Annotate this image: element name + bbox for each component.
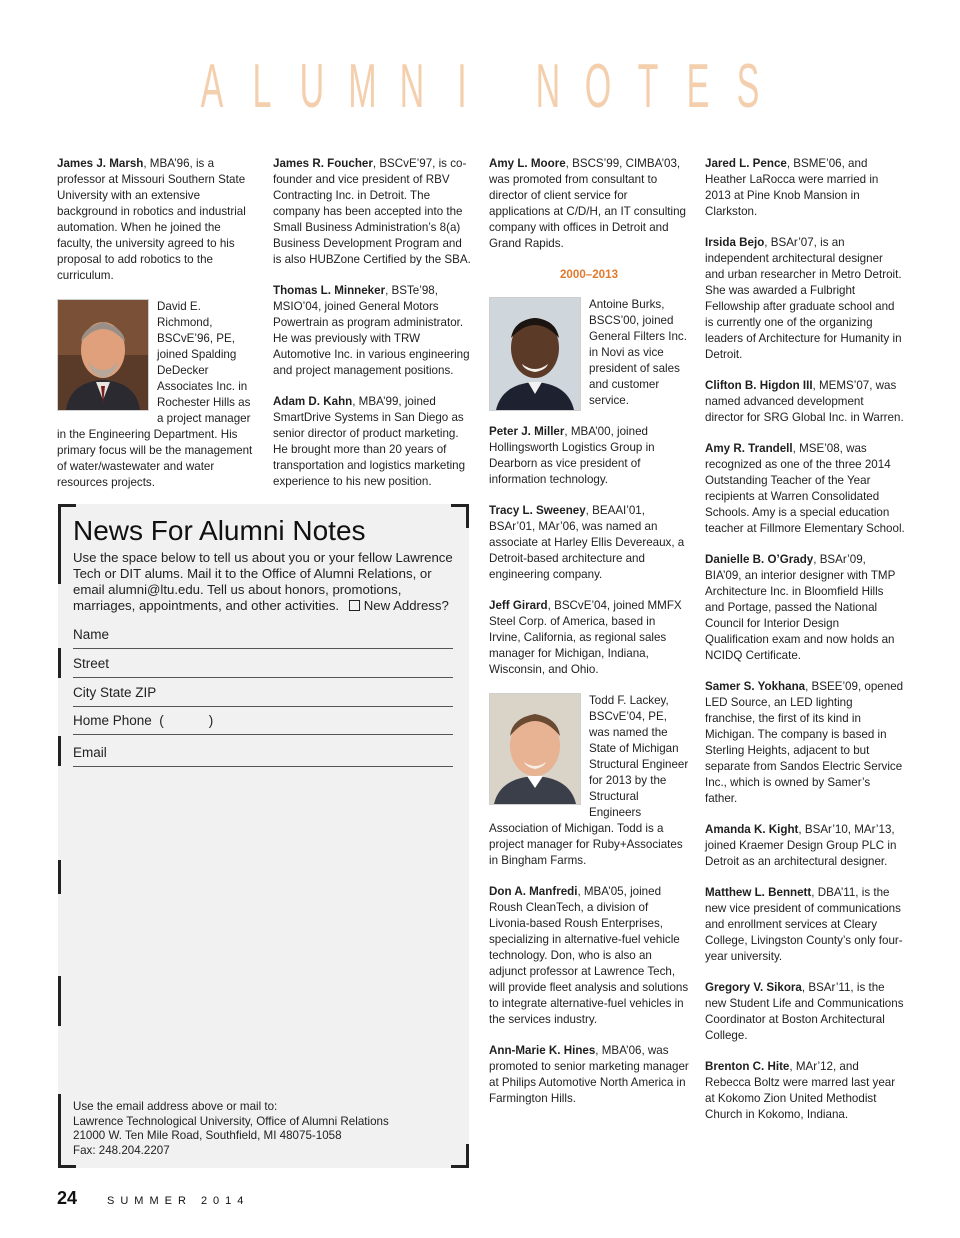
alumni-note bbox=[705, 822, 905, 870]
masthead-space bbox=[487, 56, 523, 118]
alumni-name: Amy L. Moore bbox=[489, 157, 566, 170]
alumni-note-text: , BSCvE’04, PE, was named the State of Michigan Structural Engineer for 2013 by the Structural Engineers Association of Michigan. Todd is a project manager for Ruby+Associates in Bingham Farms. bbox=[489, 694, 689, 867]
form-intro-text: Use the space below to tell us about you or your fellow Lawrence Tech or DIT alums. Mail it to the Office of Alumni Relations, or email alumni@ltu.edu. Tell us about honors, promotions, marriages, appointments, and other activities. bbox=[73, 550, 453, 613]
notes-column-3 bbox=[489, 156, 689, 1122]
alumni-name: Gregory V. Sikora bbox=[705, 981, 802, 994]
mailing-line: Use the email address above or mail to: bbox=[73, 1100, 278, 1113]
alumni-note bbox=[705, 156, 905, 220]
mailing-line: Fax: 248.204.2207 bbox=[73, 1143, 170, 1157]
alumni-note-text: , MBA’00, joined Hollingsworth Logistics Group in Dearborn as vice president of information technology. bbox=[489, 425, 655, 486]
crop-mark bbox=[58, 1094, 61, 1168]
alumni-note bbox=[705, 441, 905, 537]
city-field-label: City State ZIP bbox=[73, 685, 157, 700]
crop-mark bbox=[451, 1165, 469, 1168]
alumni-name: Ann-Marie K. Hines bbox=[489, 1044, 596, 1057]
page-number: 24 bbox=[57, 1188, 78, 1208]
mailing-line: 21000 W. Ten Mile Road, Southfield, MI 48075-1058 bbox=[73, 1129, 342, 1142]
alumni-note-text: , MBA’05, joined Roush CleanTech, a division of Livonia-based Roush Enterprises, specializing in alternative-fuel vehicle technology. Don, who is also an adjunct professor at Lawrence Tech, will provide fleet analysis and solutions to integrate alternative-fuel vehicles in the services industry. bbox=[489, 885, 689, 1026]
alumni-name: Jeff Girard bbox=[489, 599, 548, 612]
alumni-note-text: , MEMS’07, was named advanced development director for SRG Global Inc. in Warren. bbox=[705, 379, 904, 424]
city-state-zip-field[interactable] bbox=[73, 678, 453, 707]
masthead-letter: N bbox=[399, 52, 425, 121]
alumni-note bbox=[705, 1059, 905, 1123]
alumni-note bbox=[273, 156, 473, 268]
alumni-name: Clifton B. Higdon III bbox=[705, 379, 813, 392]
notes-column-2 bbox=[273, 156, 473, 505]
masthead-letter: N bbox=[535, 52, 561, 121]
alumni-note-with-photo bbox=[489, 693, 689, 869]
alumni-note-text: , BSCvE’97, is co-founder and vice president of RBV Contracting Inc. in Detroit. The company has been accepted into the Small Business Administration’s 8(a) Business Development Program and is also HUBZone Certified by the SBA. bbox=[273, 157, 471, 266]
new-address-checkbox[interactable] bbox=[349, 600, 360, 611]
masthead-letter: A bbox=[200, 52, 224, 121]
alumni-name: James R. Foucher bbox=[273, 157, 373, 170]
alumni-note-text: , BEAAI’01, BSAr’01, MAr’06, was named an associate at Harley Ellis Devereaux, a Detroit-based architecture and engineering company. bbox=[489, 504, 685, 581]
masthead-letter: I bbox=[457, 52, 467, 121]
alumni-name: Antoine Burks bbox=[589, 298, 662, 311]
alumni-note bbox=[705, 679, 905, 807]
alumni-note bbox=[273, 394, 473, 490]
alumni-name: Matthew L. Bennett bbox=[705, 886, 812, 899]
alumni-photo bbox=[489, 297, 581, 411]
form-instructions bbox=[73, 550, 453, 614]
masthead-letter: E bbox=[686, 52, 710, 121]
alumni-name: Jared L. Pence bbox=[705, 157, 787, 170]
email-field-label: Email bbox=[73, 745, 107, 760]
masthead-letter: S bbox=[736, 52, 760, 121]
crop-mark bbox=[58, 504, 76, 507]
alumni-name: David E. Richmond bbox=[157, 300, 210, 329]
alumni-note bbox=[705, 235, 905, 363]
alumni-photo bbox=[57, 299, 149, 411]
name-field-label: Name bbox=[73, 627, 110, 642]
alumni-note bbox=[489, 424, 689, 488]
alumni-name: Samer S. Yokhana bbox=[705, 680, 806, 693]
new-address-label: New Address? bbox=[363, 598, 449, 613]
alumni-note bbox=[489, 1043, 689, 1107]
alumni-note-text: , BSEE’09, opened LED Source, an LED lighting franchise, the first of its kind in Michigan. The company is based in Sterling Heights, adjacent to but separate from Sandos Electric Service Inc., which is owned by Samer’s father. bbox=[705, 680, 904, 805]
alumni-note-text: , MBA’96, is a professor at Missouri Southern State University with an extensive background in robotics and industrial automation. When he joined the faculty, the university agreed to his proposal to add robotics to the curriculum. bbox=[57, 157, 246, 282]
alumni-note-text: , BSAr’10, MAr’13, joined Kraemer Design Group PLC in Detroit as an architectural designer. bbox=[705, 823, 897, 868]
masthead-letter: U bbox=[299, 52, 325, 121]
crop-mark bbox=[58, 860, 61, 894]
mailing-instructions bbox=[73, 1100, 453, 1158]
alumni-note-text: , MBA’99, joined SmartDrive Systems in San Diego as senior director of product marketing. He brought more than 20 years of transportation and logistics marketing experience to his new position. bbox=[273, 395, 466, 488]
alumni-name: Adam D. Kahn bbox=[273, 395, 353, 408]
issue-label: SUMMER 2014 bbox=[107, 1195, 250, 1207]
alumni-name: Amy R. Trandell bbox=[705, 442, 793, 455]
alumni-name: Peter J. Miller bbox=[489, 425, 565, 438]
crop-mark bbox=[58, 1165, 76, 1168]
crop-mark bbox=[58, 736, 61, 766]
alumni-note bbox=[489, 884, 689, 1028]
alumni-notes-form bbox=[58, 504, 469, 1168]
name-field[interactable] bbox=[73, 620, 453, 649]
alumni-photo bbox=[489, 693, 581, 805]
alumni-note-text: , MSE’08, was recognized as one of the three 2014 Outstanding Teacher of the Year recipients at Warren Consolidated Schools. Amy is a special education teacher at Fillmore Elementary School. bbox=[705, 442, 905, 535]
alumni-note-text: , BSAr’09, BIA’09, an interior designer with TMP Architecture Inc. in Bloomfield Hills and Portage, passed the National Council for Interior Design Qualification exam and now holds an NCIDQ Certificate. bbox=[705, 553, 896, 662]
alumni-note-text: , BSCS’99, CIMBA’03, was promoted from consultant to director of client service for applications at C/D/H, an IT consulting company with offices in Detroit and Grand Rapids. bbox=[489, 157, 686, 250]
masthead-letter: T bbox=[637, 52, 659, 121]
alumni-note-with-photo bbox=[489, 297, 689, 409]
alumni-note-with-photo bbox=[57, 299, 257, 491]
crop-mark bbox=[58, 504, 61, 584]
alumni-note-text: , DBA’11, is the new vice president of communications and enrollment services at Cleary College, Livingston County’s only four-year university. bbox=[705, 886, 903, 963]
alumni-name: Brenton C. Hite bbox=[705, 1060, 790, 1073]
alumni-note-text: , BSAr’11, is the new Student Life and Communications Coordinator at Boston Architectural College. bbox=[705, 981, 904, 1042]
alumni-note bbox=[705, 980, 905, 1044]
alumni-note-text: , BSTe’98, MSIO’04, joined General Motors Powertrain as program administrator. He was previously with TRW Automotive Inc. in various engineering and project management positions. bbox=[273, 284, 470, 377]
alumni-note bbox=[705, 885, 905, 965]
alumni-note-text: , BSCvE’04, joined MMFX Steel Corp. of America, based in Irvine, California, as regional sales manager for Michigan, Indiana, Wisconsin, and Ohio. bbox=[489, 599, 682, 676]
home-phone-field[interactable] bbox=[73, 706, 453, 735]
street-field[interactable] bbox=[73, 649, 453, 678]
masthead-letter: O bbox=[584, 52, 612, 121]
alumni-note bbox=[489, 598, 689, 678]
alumni-name: Thomas L. Minneker bbox=[273, 284, 386, 297]
alumni-name: Amanda K. Kight bbox=[705, 823, 799, 836]
alumni-note-text: , BSCS’00, joined General Filters Inc. in Novi as vice president of sales and customer service. bbox=[589, 298, 687, 407]
phone-field-label: Home Phone ( ) bbox=[73, 713, 214, 728]
section-masthead bbox=[0, 52, 960, 122]
alumni-name: Don A. Manfredi bbox=[489, 885, 578, 898]
crop-mark bbox=[58, 976, 61, 1026]
street-field-label: Street bbox=[73, 656, 110, 671]
masthead-letter: L bbox=[252, 52, 272, 121]
masthead-letter: M bbox=[348, 52, 377, 121]
alumni-name: Tracy L. Sweeney bbox=[489, 504, 586, 517]
alumni-note-text: , BSME’06, and Heather LaRocca were married in 2013 at Pine Knob Mansion in Clarkston. bbox=[705, 157, 879, 218]
crop-mark bbox=[466, 504, 469, 528]
alumni-note bbox=[489, 503, 689, 583]
alumni-name: James J. Marsh bbox=[57, 157, 144, 170]
masthead-letters bbox=[187, 52, 773, 121]
alumni-note bbox=[57, 156, 257, 284]
form-title: News For Alumni Notes bbox=[73, 515, 366, 546]
year-range-heading: 2000–2013 bbox=[559, 268, 619, 281]
mailing-line: Lawrence Technological University, Office of Alumni Relations bbox=[73, 1114, 389, 1128]
crop-mark bbox=[451, 504, 469, 507]
alumni-note-text: , BSAr’07, is an independent architectural designer and urban researcher in Metro Detroit. She was awarded a Fulbright Fellowship after graduate school and is currently one of the organizing leaders of Architecture for Humanity in Detroit. bbox=[705, 236, 902, 361]
notes-column-4 bbox=[705, 156, 905, 1138]
alumni-note bbox=[705, 552, 905, 664]
alumni-name: Irsida Bejo bbox=[705, 236, 765, 249]
alumni-name: Todd F. Lackey bbox=[589, 694, 666, 707]
alumni-name: Danielle B. O’Grady bbox=[705, 553, 814, 566]
crop-mark bbox=[58, 648, 61, 678]
alumni-note bbox=[489, 156, 689, 252]
alumni-note-text: , BSCvE’96, PE, joined Spalding DeDecker Associates Inc. in Rochester Hills as a project manager in the Engineering Department. His primary focus will be the management of water/wastewater and water resources projects. bbox=[57, 316, 253, 489]
alumni-note-text: , MBA’06, was promoted to senior marketing manager at Philips Automotive North America in Farmington Hills. bbox=[489, 1044, 689, 1105]
email-field[interactable] bbox=[73, 738, 453, 767]
notes-column-1 bbox=[57, 156, 257, 506]
alumni-note bbox=[273, 283, 473, 379]
alumni-note bbox=[705, 378, 905, 426]
alumni-note-text: , MAr’12, and Rebecca Boltz were marred last year at Kokomo Zion United Methodist Church in Kokomo, Indiana. bbox=[705, 1060, 896, 1121]
